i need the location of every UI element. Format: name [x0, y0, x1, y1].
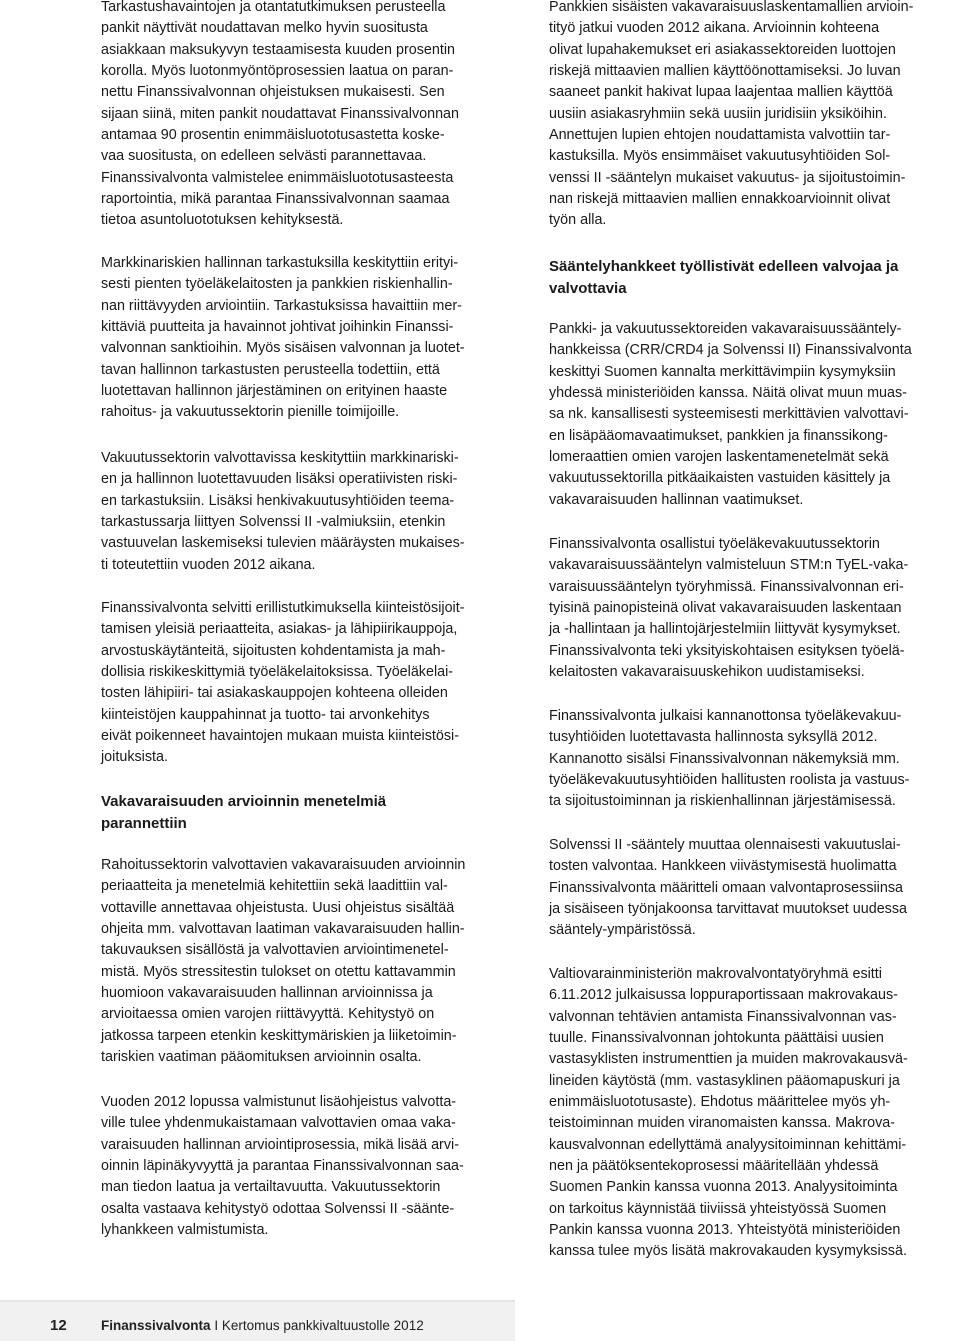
right-paragraph-1: Pankkien sisäisten vakavaraisuuslaskentamallien arvioin- tityö jatkui vuoden 2012 aikana. Arvioinnin kohteena olivat lupahakemukset eri asiakassektoreiden luottojen riskejä mittaavien mallien käyttöönottamiseksi. Jo luvan saaneet pankit hakivat lupaa laajentaa mallien käyttöä uusiin asiakasryhmiin sekä uusiin juridisiin yksiköihin. Annettujen lupien ehtojen noudattamista valvottiin tar- kastuksilla. Myös ensimmäiset vakuutusyhtiöiden Sol- venssi II -sääntelyn mukaiset vakuutus- ja sijoitustoimin- nan riskejä mittaavien mallien ennakkoarvioinnit olivat työn alla.: [549, 0, 914, 229]
section-heading-vakavaraisuus: Vakavaraisuuden arvioinnin menetelmiä parannettiin: [101, 793, 387, 832]
left-paragraph-5: Rahoitussektorin valvottavien vakavaraisuuden arvioinnin periaatteita ja menetelmiä kehitettiin sekä laadittiin val- vottaville annettavaa ohjeistusta. Uusi ohjeistus sisältää ohjeita mm. valvottavan laatiman vakavaraisuuden hallin- takuvauksen sisällöstä ja valvottavien arviointimenetel- mistä. Myös stressitestin tulokset on otettu kattavammin huomioon vakavaraisuuden hallinnan arvioinnissa ja arvioitaessa omien varojen riittävyyttä. Kehitystyö on jatkossa tarpeen etenkin keskittymäriskien ja liiketoimin- tariskien vaatiman pääomituksen arvioinnin osalta.: [101, 857, 466, 1066]
footer-separator: I: [214, 1318, 219, 1333]
left-paragraph-4: Finanssivalvonta selvitti erillistutkimuksella kiinteistösijoit- tamisen yleisiä periaatteita, asiakas- ja lähipiirikauppoja, arvostuskäytänteitä, sijoitusten kohdentamista ja mah- dollisia riskikeskittymiä työeläkelaitoksissa. Työeläkelai- tosten lähipiiri- tai asiakaskauppojen kohteena olleiden kiinteistöjen kauppahinnat ja tuotto- tai arvonkehitys eivät poikenneet havaintojen mukaan muista kiinteistösi- joituksista.: [101, 600, 465, 766]
right-paragraph-4: Finanssivalvonta julkaisi kannanottonsa työeläkevakuu- tusyhtiöiden luotettavasta hallinnosta syksyllä 2012. Kannanotto sisälsi Finanssivalvonnan näkemyksiä mm. työeläkevakuutusyhtiöiden hallitusten roolista ja vastuus- ta sijoitustoiminnan ja riskienhallinnan järjestämisessä.: [549, 708, 910, 810]
page-number: 12: [50, 1317, 67, 1334]
right-paragraph-2: Pankki- ja vakuutussektoreiden vakavaraisuussääntely- hankkeissa (CRR/CRD4 ja Solvenssi II) Finanssivalvonta keskittyi Suomen kannalta merkittävimpiin kysymyksiin yhdessä ministeriöiden kanssa. Näitä olivat muun muas- sa nk. kansallisesti systeemisesti merkittävien valvottavi- en lisäpääomavaatimukset, pankkien ja finanssikong- lomeraattien omien varojen laskentamenetelmät sekä vakuutussektorilla pitkäaikaisten vastuiden käsittely ja vakavaraisuuden hallinnan vaatimukset.: [549, 321, 912, 508]
left-paragraph-2: Markkinariskien hallinnan tarkastuksilla keskityttiin erityi- sesti pienten työeläkelaitosten ja pankkien riskienhallin- nan riittävyyden arviointiin. Tarkastuksissa havaittiin mer- kittäviä puutteita ja havainnot johtivat joihinkin Finanssi- valvonnan sanktioihin. Myös sisäisen valvonnan ja luotet- tavan hallinnon tarkastusten perusteella todettiin, että luotettavan hallinnon järjestäminen on erityinen haaste rahoitus- ja vakuutussektorin pienille toimijoille.: [101, 255, 465, 421]
right-paragraph-6: Valtiovarainministeriön makrovalvontatyöryhmä esitti 6.11.2012 julkaisussa loppuraportissaan makrovakaus- valvonnan tehtävien antamista Finanssivalvonnan vas- tuulle. Finanssivalvonnan johtokunta päättäisi uusien vastasyklisten instrumenttien ja muiden makrovakausvä- lineiden käytöstä (mm. vastasyklinen pääomapuskuri ja enimmäisluototusaste). Ehdotus määrittelee myös yh- teistoiminnan muiden viranomaisten kanssa. Makrova- kausvalvonnan edellyttämä analyysitoiminnan kehittämi- nen ja päätöksentekoprosessi määritellään yhdessä Suomen Pankin kanssa vuonna 2013. Analyysitoiminta on tarkoitus käynnistää tiiviissä yhteistyössä Suomen Pankin kanssa vuonna 2013. Yhteistyötä ministeriöiden kanssa tulee myös lisätä makrovakauden kysymyksissä.: [549, 966, 908, 1260]
page-footer: [0, 1302, 515, 1341]
right-paragraph-3: Finanssivalvonta osallistui työeläkevakuutussektorin vakavaraisuussääntelyn valmisteluun STM:n TyEL-vaka- varaisuussääntelyn työryhmissä. Finanssivalvonnan eri- tyisinä painopisteinä olivat vakavaraisuuden laskentaan ja -hallintaan ja hallintojärjestelmiin liittyvät kysymykset. Finanssivalvonta teki yksityiskohtaisen esityksen työelä- kelaitosten vakavaraisuuskehikon uudistamiseksi.: [549, 536, 909, 681]
left-paragraph-3: Vakuutussektorin valvottavissa keskityttiin markkinariski- en ja hallinnon luotettavuuden lisäksi operatiivisten riski- en tarkastuksiin. Lisäksi henkivakuutusyhtiöiden teema- tarkastussarja liittyen Solvenssi II -valmiuksiin, etenkin vastuuvelan laskemiseksi tulevien määräysten mukaises- ti toteutettiin vuoden 2012 aikana.: [101, 450, 465, 573]
section-heading-saantelyhankkeet: Sääntelyhankkeet työllistivät edelleen valvojaa ja valvottavia: [549, 258, 899, 297]
footer-publication: [101, 1318, 424, 1333]
left-paragraph-1: Tarkastushavaintojen ja otantatutkimuksen perusteella pankit näyttivät noudattavan melko hyvin suositusta asiakkaan maksukyvyn testaamisesta kuuden prosentin korolla. Myös luotonmyöntöprosessien laatua on paran- nettu Finanssivalvonnan ohjeistuksen mukaisesti. Sen sijaan siinä, miten pankit noudattavat Finanssivalvonnan antamaa 90 prosentin enimmäisluototusastetta koske- vaa suositusta, on edelleen selvästi parannettavaa. Finanssivalvonta valmistelee enimmäisluototusasteesta raportointia, mikä parantaa Finanssivalvonnan saamaa tietoa asuntoluototuksen kehityksestä.: [101, 0, 460, 229]
left-paragraph-6: Vuoden 2012 lopussa valmistunut lisäohjeistus valvotta- ville tulee yhdenmukaistamaan valvottavien omaa vaka- varaisuuden hallinnan arviointiprosessia, mikä lisää arvi- oinnin läpinäkyvyyttä ja parantaa Finanssivalvonnan saa- man tiedon laatua ja vertailtavuutta. Vakuutussektorin osalta vastaava kehitystyö odottaa Solvenssi II -säänte- lyhankkeen valmistumista.: [101, 1094, 464, 1239]
footer-report-title: Kertomus pankkivaltuustolle 2012: [221, 1318, 424, 1333]
footer-org-name: Finanssivalvonta: [101, 1318, 211, 1333]
right-paragraph-5: Solvenssi II -sääntely muuttaa olennaisesti vakuutuslai- tosten valvontaa. Hankkeen viivästymisestä huolimatta Finanssivalvonta määritteli omaan valvontaprosessiinsa ja sisäiseen työnjakoonsa tarvittavat muutokset uudessa sääntely-ympäristössä.: [549, 837, 907, 939]
